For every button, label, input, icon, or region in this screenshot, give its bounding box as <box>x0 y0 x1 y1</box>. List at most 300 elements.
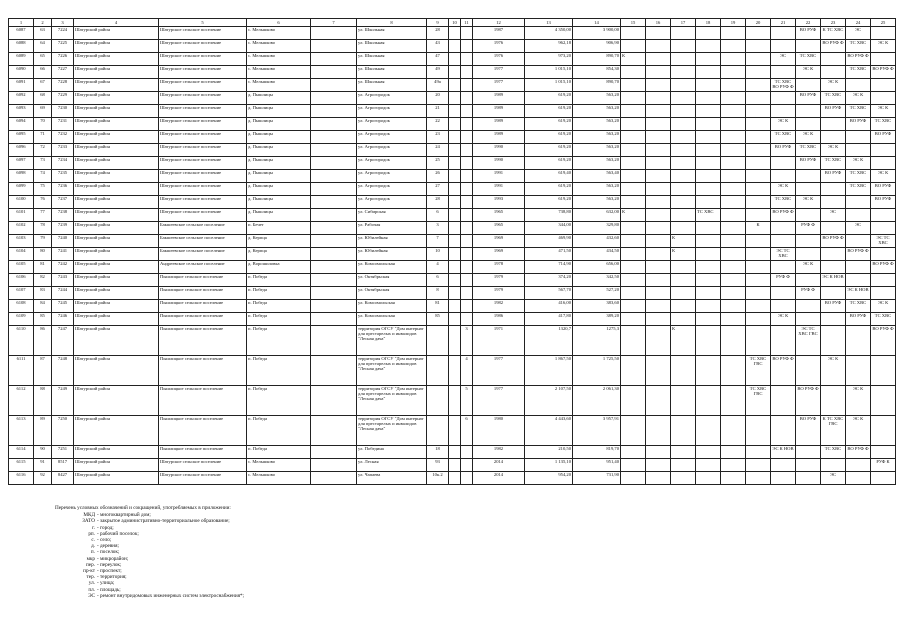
cell-col-16 <box>646 386 671 416</box>
cell-col-18 <box>696 274 721 287</box>
cell-col-12: 1980 <box>473 416 525 446</box>
cell-col-21 <box>771 40 796 53</box>
column-header-9: 9 <box>427 19 449 27</box>
cell-col-17 <box>671 459 696 472</box>
cell-col-18 <box>696 472 721 485</box>
cell-col-21 <box>771 105 796 118</box>
cell-col-2: 86 <box>34 326 52 356</box>
cell-col-5: Пышлицкое сельское поселение <box>159 326 247 356</box>
cell-col-5: Шатурское сельское поселение <box>159 27 247 40</box>
cell-col-19 <box>721 326 746 356</box>
cell-col-22: ВО РУФ <box>796 416 821 446</box>
cell-col-10 <box>449 157 461 170</box>
cell-col-14: 563,20 <box>573 157 621 170</box>
cell-col-10 <box>449 472 461 485</box>
cell-col-5: Шатурское сельское поселение <box>159 183 247 196</box>
cell-col-19 <box>721 40 746 53</box>
cell-col-18 <box>696 356 721 386</box>
cell-col-23: ЭС <box>821 472 846 485</box>
cell-col-4: Шатурский район <box>74 274 159 287</box>
cell-col-12: 1989 <box>473 92 525 105</box>
legend-abbreviation: д. <box>91 543 95 550</box>
cell-col-7 <box>311 459 357 472</box>
cell-col-6: д. Пышлицы <box>247 92 311 105</box>
cell-col-13: 4 350,00 <box>525 27 573 40</box>
cell-col-23: К ТС ХВС ГВС <box>821 416 846 446</box>
cell-col-7 <box>311 356 357 386</box>
cell-col-1: 6115 <box>9 459 34 472</box>
table-row <box>9 459 896 472</box>
cell-col-17: К <box>671 248 696 261</box>
cell-col-9: 25 <box>427 157 449 170</box>
legend-abbreviation: ул. <box>88 580 95 587</box>
cell-col-21: ЭС К <box>771 313 796 326</box>
cell-col-16 <box>646 27 671 40</box>
cell-col-8: ул. Сибирская <box>357 209 427 222</box>
cell-col-19 <box>721 53 746 66</box>
cell-col-19 <box>721 416 746 446</box>
cell-col-24 <box>846 356 871 386</box>
cell-col-12: 1987 <box>473 27 525 40</box>
cell-col-22: ВО РУФ <box>796 92 821 105</box>
table-row <box>9 248 896 261</box>
cell-col-1: 6094 <box>9 118 34 131</box>
cell-col-20 <box>746 472 771 485</box>
cell-col-13: 619,20 <box>525 144 573 157</box>
table-row <box>9 416 896 446</box>
cell-col-23: ЭС К НОВ <box>821 274 846 287</box>
cell-col-24 <box>846 131 871 144</box>
cell-col-16 <box>646 118 671 131</box>
cell-col-10 <box>449 326 461 356</box>
cell-col-19 <box>721 300 746 313</box>
cell-col-15 <box>621 326 646 356</box>
cell-col-24: ВО РУФ Ф <box>846 446 871 459</box>
legend-description: - переулок; <box>97 561 122 568</box>
cell-col-16 <box>646 446 671 459</box>
cell-col-7 <box>311 79 357 92</box>
cell-col-3: 7233 <box>52 144 74 157</box>
cell-col-14: 854,30 <box>573 66 621 79</box>
cell-col-5: Пышлицкое сельское поселение <box>159 386 247 416</box>
cell-col-5: Пышлицкое сельское поселение <box>159 274 247 287</box>
legend-description: - село; <box>97 537 112 544</box>
cell-col-20 <box>746 144 771 157</box>
cell-col-10 <box>449 274 461 287</box>
cell-col-13: 738,80 <box>525 209 573 222</box>
cell-col-16 <box>646 40 671 53</box>
column-header-11: 11 <box>461 19 473 27</box>
cell-col-25: ТС ХВС <box>871 313 896 326</box>
cell-col-6: п. Победа <box>247 326 311 356</box>
cell-col-10 <box>449 300 461 313</box>
legend-description: - улица; <box>97 580 115 587</box>
cell-col-22 <box>796 183 821 196</box>
cell-col-5: Шатурское сельское поселение <box>159 144 247 157</box>
cell-col-2: 72 <box>34 144 52 157</box>
cell-col-18 <box>696 118 721 131</box>
cell-col-1: 6105 <box>9 261 34 274</box>
cell-col-19 <box>721 248 746 261</box>
cell-col-3: 7243 <box>52 274 74 287</box>
cell-col-25 <box>871 144 896 157</box>
cell-col-9 <box>427 416 449 446</box>
cell-col-10 <box>449 53 461 66</box>
cell-col-5: Пышлицкое сельское поселение <box>159 446 247 459</box>
cell-col-10 <box>449 170 461 183</box>
cell-col-11 <box>461 300 473 313</box>
cell-col-10 <box>449 105 461 118</box>
cell-col-17 <box>671 472 696 485</box>
cell-col-4: Шатурский район <box>74 170 159 183</box>
cell-col-25 <box>871 79 896 92</box>
cell-col-11 <box>461 79 473 92</box>
cell-col-25 <box>871 209 896 222</box>
column-header-24: 24 <box>846 19 871 27</box>
cell-col-24: ЭС К <box>846 92 871 105</box>
cell-col-23 <box>821 53 846 66</box>
cell-col-17 <box>671 170 696 183</box>
cell-col-15 <box>621 144 646 157</box>
cell-col-2: 73 <box>34 157 52 170</box>
cell-col-25 <box>871 157 896 170</box>
cell-col-9: 6 <box>427 209 449 222</box>
cell-col-12: 1989 <box>473 131 525 144</box>
cell-col-11 <box>461 131 473 144</box>
cell-col-10 <box>449 261 461 274</box>
cell-col-6: с. Мельшково <box>247 472 311 485</box>
cell-col-4: Шатурский район <box>74 40 159 53</box>
cell-col-1: 6101 <box>9 209 34 222</box>
cell-col-22 <box>796 79 821 92</box>
cell-col-20 <box>746 300 771 313</box>
cell-col-16 <box>646 274 671 287</box>
cell-col-2: 71 <box>34 131 52 144</box>
legend-items <box>55 512 455 599</box>
cell-col-20 <box>746 196 771 209</box>
cell-col-17 <box>671 222 696 235</box>
cell-col-8: ул. Школьная <box>357 79 427 92</box>
cell-col-24: ВО РУФ <box>846 118 871 131</box>
cell-col-7 <box>311 27 357 40</box>
cell-col-4: Шатурский район <box>74 261 159 274</box>
cell-col-11 <box>461 183 473 196</box>
column-header-15: 15 <box>621 19 646 27</box>
cell-col-9: 10 <box>427 248 449 261</box>
cell-col-14: 563,20 <box>573 105 621 118</box>
cell-col-8: ул. Агрогородок <box>357 92 427 105</box>
cell-col-11 <box>461 118 473 131</box>
cell-col-12: 1993 <box>473 196 525 209</box>
cell-col-9 <box>427 386 449 416</box>
cell-col-23 <box>821 287 846 300</box>
cell-col-10 <box>449 235 461 248</box>
table-row <box>9 313 896 326</box>
cell-col-17 <box>671 183 696 196</box>
cell-col-11 <box>461 248 473 261</box>
cell-col-23: ВО РУФ Ф <box>821 235 846 248</box>
cell-col-5: Пышлицкое сельское поселение <box>159 313 247 326</box>
cell-col-19 <box>721 196 746 209</box>
cell-col-8: территория ОГСУ "Дом интернат для престарелых и инвалидов "Лесная дача" <box>357 416 427 446</box>
table-row <box>9 27 896 40</box>
cell-col-20 <box>746 261 771 274</box>
cell-col-16 <box>646 144 671 157</box>
table-row <box>9 105 896 118</box>
cell-col-22: ВО РУФ Ф <box>796 386 821 416</box>
cell-col-4: Шатурский район <box>74 459 159 472</box>
cell-col-9: 20 <box>427 92 449 105</box>
cell-col-7 <box>311 183 357 196</box>
cell-col-21 <box>771 222 796 235</box>
cell-col-2: 80 <box>34 248 52 261</box>
cell-col-12: 1979 <box>473 274 525 287</box>
cell-col-21: ЭС ТС ХВС <box>771 248 796 261</box>
cell-col-7 <box>311 235 357 248</box>
cell-col-17: К <box>671 326 696 356</box>
cell-col-24: ЭС К <box>846 416 871 446</box>
cell-col-13: 567,70 <box>525 287 573 300</box>
table-row <box>9 446 896 459</box>
cell-col-19 <box>721 66 746 79</box>
cell-col-15 <box>621 170 646 183</box>
legend-abbreviation: с. <box>91 537 95 544</box>
legend-description: - ремонт внутридомовых инженерных систем электроснабжения*; <box>97 592 245 599</box>
cell-col-4: Шатурский район <box>74 79 159 92</box>
cell-col-22 <box>796 248 821 261</box>
cell-col-13: 416,00 <box>525 300 573 313</box>
abbreviations-legend <box>55 505 455 599</box>
cell-col-21 <box>771 235 796 248</box>
cell-col-18 <box>696 170 721 183</box>
cell-col-11 <box>461 209 473 222</box>
cell-col-21: ЭС К <box>771 118 796 131</box>
cell-col-19 <box>721 287 746 300</box>
cell-col-16 <box>646 131 671 144</box>
cell-col-1: 6106 <box>9 274 34 287</box>
cell-col-20 <box>746 53 771 66</box>
cell-col-21 <box>771 66 796 79</box>
cell-col-6: п. Победа <box>247 300 311 313</box>
cell-col-10 <box>449 209 461 222</box>
legend-abbreviation: п. <box>90 549 95 556</box>
cell-col-11: 4 <box>461 356 473 386</box>
cell-col-17 <box>671 105 696 118</box>
cell-col-19 <box>721 183 746 196</box>
cell-col-15 <box>621 416 646 446</box>
cell-col-18 <box>696 300 721 313</box>
cell-col-22: ЭС К <box>796 131 821 144</box>
cell-col-16 <box>646 287 671 300</box>
cell-col-8: ул. Комсомольская <box>357 313 427 326</box>
cell-col-20 <box>746 92 771 105</box>
cell-col-23 <box>821 261 846 274</box>
cell-col-2: 64 <box>34 40 52 53</box>
cell-col-12: 2014 <box>473 472 525 485</box>
table-row <box>9 356 896 386</box>
cell-col-2: 79 <box>34 235 52 248</box>
cell-col-2: 70 <box>34 118 52 131</box>
cell-col-20: ТС ХВС ГВС <box>746 386 771 416</box>
cell-col-13: 619,20 <box>525 157 573 170</box>
cell-col-16 <box>646 157 671 170</box>
cell-col-4: Шатурский район <box>74 92 159 105</box>
cell-col-8: ул. Победина <box>357 446 427 459</box>
cell-col-11 <box>461 66 473 79</box>
cell-col-6: п. Победа <box>247 313 311 326</box>
cell-col-23 <box>821 66 846 79</box>
cell-col-22: ВО РУФ <box>796 157 821 170</box>
column-header-1: 1 <box>9 19 34 27</box>
cell-col-25: ВО РУФ Ф <box>871 261 896 274</box>
cell-col-1: 6097 <box>9 157 34 170</box>
cell-col-12: 1990 <box>473 144 525 157</box>
cell-col-19 <box>721 131 746 144</box>
cell-col-3: 7236 <box>52 183 74 196</box>
cell-col-5: Шатурское сельское поселение <box>159 66 247 79</box>
table-row <box>9 386 896 416</box>
cell-col-12: 1979 <box>473 287 525 300</box>
cell-col-19 <box>721 261 746 274</box>
cell-col-2: 90 <box>34 446 52 459</box>
cell-col-15 <box>621 79 646 92</box>
cell-col-2: 65 <box>34 53 52 66</box>
cell-col-8: ул. Лесная <box>357 459 427 472</box>
cell-col-23 <box>821 131 846 144</box>
cell-col-18 <box>696 27 721 40</box>
cell-col-3: 7230 <box>52 105 74 118</box>
cell-col-3: 7231 <box>52 118 74 131</box>
cell-col-18 <box>696 235 721 248</box>
cell-col-23: ЭС К <box>821 356 846 386</box>
cell-col-17 <box>671 144 696 157</box>
cell-col-4: Шатурский район <box>74 27 159 40</box>
cell-col-16 <box>646 66 671 79</box>
cell-col-24: ТС ХВС <box>846 105 871 118</box>
cell-col-25 <box>871 386 896 416</box>
cell-col-5: Шатурское сельское поселение <box>159 118 247 131</box>
cell-col-11 <box>461 40 473 53</box>
cell-col-20 <box>746 287 771 300</box>
cell-col-18 <box>696 222 721 235</box>
cell-col-15 <box>621 40 646 53</box>
cell-col-16 <box>646 105 671 118</box>
cell-col-23: ВО РУФ <box>821 105 846 118</box>
cell-col-21: ВО РУФ Ф <box>771 356 796 386</box>
cell-col-13: 619,20 <box>525 105 573 118</box>
cell-col-5: Шатурское сельское поселение <box>159 459 247 472</box>
cell-col-18: ТС ХВС <box>696 209 721 222</box>
cell-col-12: 2014 <box>473 459 525 472</box>
table-row <box>9 53 896 66</box>
cell-col-4: Шатурский район <box>74 183 159 196</box>
cell-col-12: 1991 <box>473 170 525 183</box>
cell-col-14: 656,00 <box>573 261 621 274</box>
cell-col-13: 973,20 <box>525 53 573 66</box>
cell-col-5: Пышлицкое сельское поселение <box>159 300 247 313</box>
cell-col-24 <box>846 472 871 485</box>
cell-col-13: 619,20 <box>525 131 573 144</box>
cell-col-14: 563,20 <box>573 196 621 209</box>
cell-col-25: ВО РУФ Ф <box>871 326 896 356</box>
cell-col-19 <box>721 118 746 131</box>
cell-col-10 <box>449 66 461 79</box>
cell-col-2: 91 <box>34 459 52 472</box>
cell-col-5: Бакшеевское сельское поселение <box>159 235 247 248</box>
cell-col-21 <box>771 287 796 300</box>
cell-col-8: ул. Агрогородок <box>357 170 427 183</box>
cell-col-14: 1 725,50 <box>573 356 621 386</box>
cell-col-3: 8427 <box>52 472 74 485</box>
cell-col-1: 6114 <box>9 446 34 459</box>
cell-col-15 <box>621 261 646 274</box>
cell-col-18 <box>696 183 721 196</box>
cell-col-25 <box>871 356 896 386</box>
cell-col-13: 619,20 <box>525 92 573 105</box>
cell-col-6: д. Ворошиловка <box>247 261 311 274</box>
cell-col-17 <box>671 313 696 326</box>
cell-col-6: д. Пышлицы <box>247 131 311 144</box>
cell-col-17 <box>671 92 696 105</box>
legend-description: - многоквартирный дом; <box>97 512 151 519</box>
cell-col-6: п. Победа <box>247 356 311 386</box>
cell-col-7 <box>311 248 357 261</box>
cell-col-4: Шатурский район <box>74 144 159 157</box>
table-body <box>9 27 896 485</box>
cell-col-9: 93 <box>427 459 449 472</box>
cell-col-17 <box>671 157 696 170</box>
cell-col-9 <box>427 326 449 356</box>
cell-col-15 <box>621 274 646 287</box>
cell-col-2: 68 <box>34 92 52 105</box>
table-row <box>9 222 896 235</box>
cell-col-2: 89 <box>34 416 52 446</box>
cell-col-6: д. Пышлицы <box>247 118 311 131</box>
cell-col-14: 632,00 <box>573 209 621 222</box>
cell-col-21 <box>771 261 796 274</box>
column-header-18: 18 <box>696 19 721 27</box>
cell-col-7 <box>311 386 357 416</box>
cell-col-12: 1977 <box>473 79 525 92</box>
cell-col-10 <box>449 92 461 105</box>
cell-col-23 <box>821 183 846 196</box>
cell-col-9: 6 <box>427 274 449 287</box>
column-header-10: 10 <box>449 19 461 27</box>
cell-col-13: 1 135,10 <box>525 459 573 472</box>
cell-col-25 <box>871 472 896 485</box>
cell-col-21 <box>771 92 796 105</box>
column-header-14: 14 <box>573 19 621 27</box>
cell-col-16 <box>646 79 671 92</box>
column-header-16: 16 <box>646 19 671 27</box>
cell-col-5: Шатурское сельское поселение <box>159 79 247 92</box>
cell-col-11 <box>461 53 473 66</box>
cell-col-13: 417,80 <box>525 313 573 326</box>
cell-col-16 <box>646 222 671 235</box>
cell-col-22: ТС ХВС <box>796 144 821 157</box>
cell-col-4: Шатурский район <box>74 131 159 144</box>
table-row <box>9 287 896 300</box>
cell-col-13: 619,20 <box>525 196 573 209</box>
cell-col-6: п. Победа <box>247 386 311 416</box>
cell-col-5: Андреевское сельское поселение <box>159 261 247 274</box>
table-row <box>9 274 896 287</box>
cell-col-9: 85 <box>427 313 449 326</box>
legend-abbreviation: пер. <box>86 561 95 568</box>
cell-col-24: ВО РУФ Ф <box>846 53 871 66</box>
cell-col-4: Шатурский район <box>74 356 159 386</box>
cell-col-17 <box>671 79 696 92</box>
